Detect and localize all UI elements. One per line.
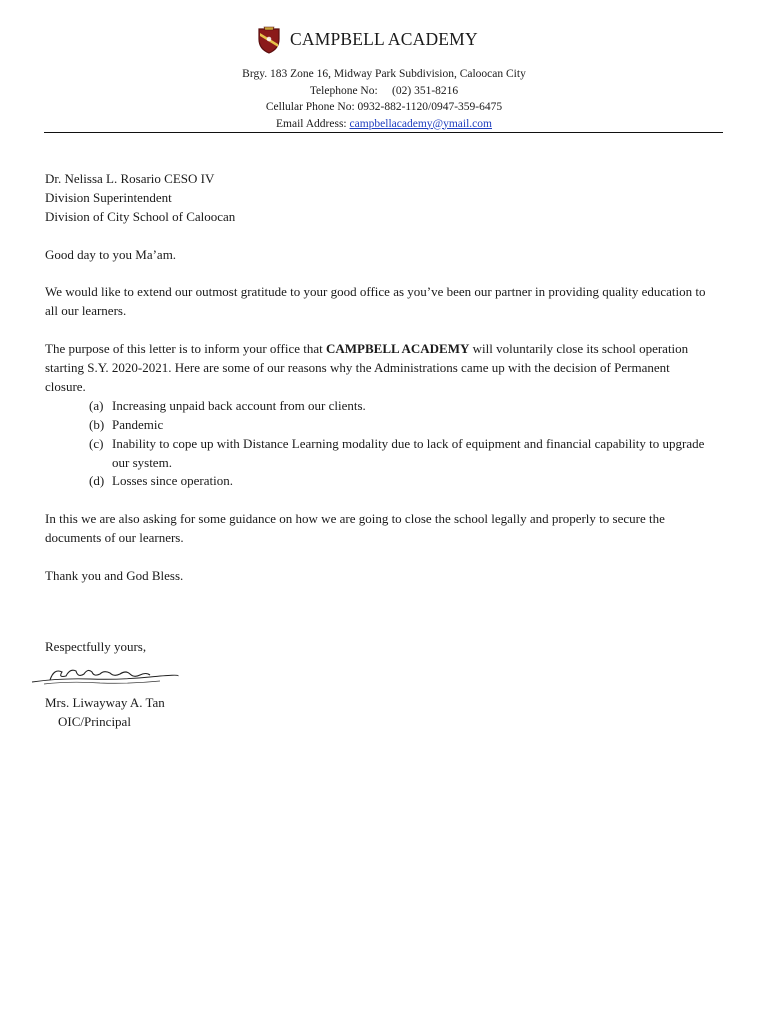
telephone-label: Telephone No:	[309, 84, 378, 97]
list-item	[45, 416, 713, 435]
recipient-office: Division of City School of Caloocan	[45, 208, 236, 224]
signoff: Respectfully yours,	[45, 639, 147, 654]
purpose-text-end: will voluntarily close its school operation starting S.Y. 2020-2021. Here are some of our reasons why the Administrations came up with the decision of Permanent closure.	[45, 341, 689, 394]
letterhead-divider	[44, 132, 723, 133]
paragraph-guidance: In this we are also asking for some guidance on how we are going to close the school legally and properly to secure the documents of our learners.	[45, 511, 665, 546]
signer-name: Mrs. Liwayway A. Tan	[45, 695, 165, 710]
list-item	[45, 435, 713, 473]
school-name: CAMPBELL ACADEMY	[290, 29, 478, 49]
purpose-text-start: The purpose of this letter is to inform your office that	[45, 341, 326, 357]
purpose-school-name: CAMPBELL ACADEMY	[326, 341, 470, 357]
telephone-line	[0, 83, 768, 100]
list-item-text: Losses since operation.	[112, 473, 233, 489]
list-marker: (c)	[89, 435, 104, 451]
list-item	[45, 472, 713, 491]
telephone-number: (02) 351-8216	[392, 84, 459, 97]
handwritten-signature	[30, 662, 180, 688]
list-item	[45, 397, 713, 416]
list-item-text: Inability to cope up with Distance Learning modality due to lack of equipment and financial capability to upgrade our system.	[112, 435, 705, 470]
list-marker: (b)	[89, 416, 105, 432]
signer-title: OIC/Principal	[58, 713, 131, 729]
email-link[interactable]: campbellacademy@ymail.com	[349, 117, 492, 130]
letterhead-address-block	[0, 66, 768, 132]
paragraph-purpose	[45, 340, 713, 397]
letter-body	[45, 170, 713, 586]
school-crest-icon	[256, 26, 282, 54]
recipient-position: Division Superintendent	[45, 189, 172, 205]
list-item-text: Increasing unpaid back account from our clients.	[112, 397, 366, 413]
closing-thanks: Thank you and God Bless.	[45, 567, 184, 583]
school-address: Brgy. 183 Zone 16, Midway Park Subdivision, Caloocan City	[242, 68, 526, 80]
reasons-list	[45, 397, 713, 492]
list-marker: (a)	[89, 397, 104, 413]
list-item-text: Pandemic	[112, 416, 164, 432]
email-label: Email Address:	[276, 117, 347, 130]
signer-block	[45, 694, 165, 732]
cellular-line: Cellular Phone No: 0932-882-1120/0947-359-6475	[265, 101, 503, 113]
email-line	[0, 116, 768, 133]
letterhead-title-row	[0, 26, 768, 56]
greeting: Good day to you Ma’am.	[45, 246, 177, 262]
list-marker: (d)	[89, 473, 105, 489]
paragraph-gratitude: We would like to extend our outmost gratitude to your good office as you’ve been our partner in providing quality education to all our learners.	[45, 284, 706, 319]
recipient-name: Dr. Nelissa L. Rosario CESO IV	[45, 171, 215, 186]
